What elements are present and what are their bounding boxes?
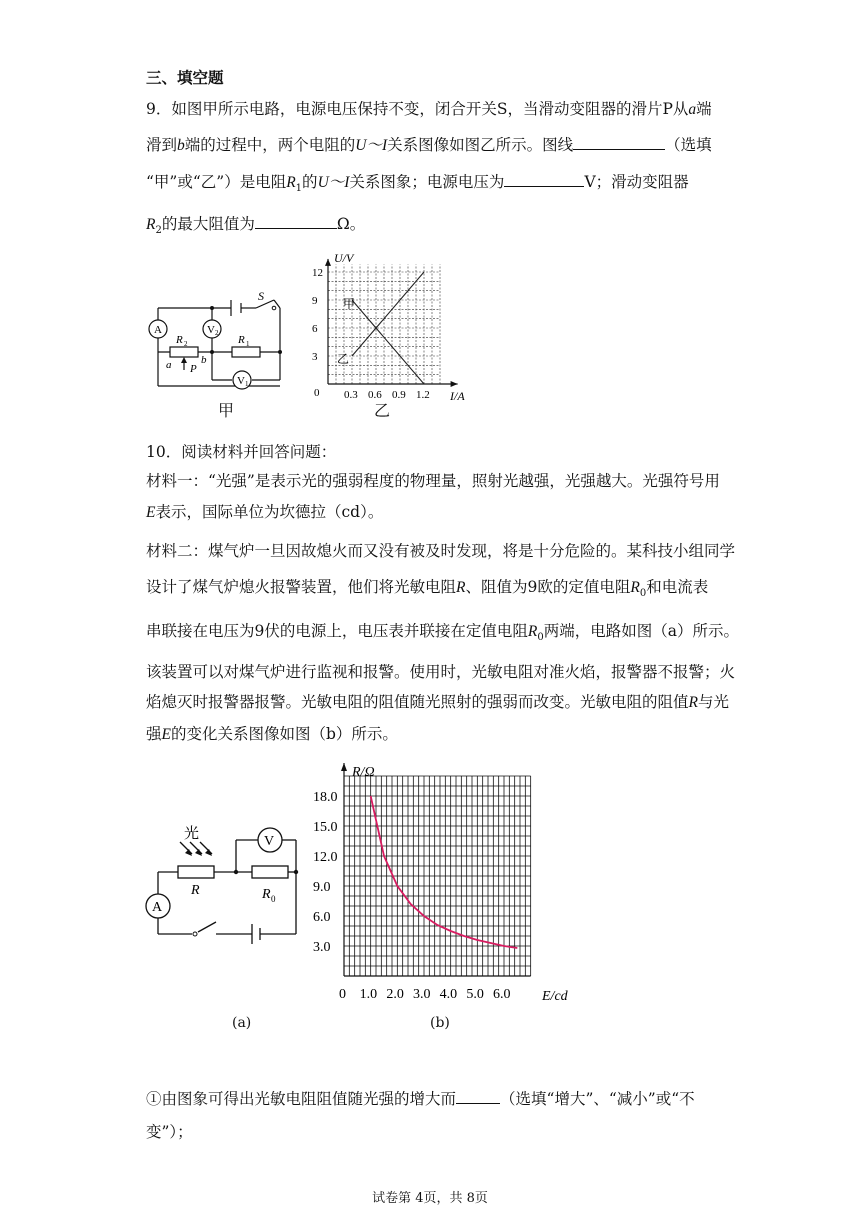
x-tick-label: 5.0: [466, 987, 484, 1002]
slider-p-label: P: [190, 363, 197, 375]
y-tick-label: 3.0: [313, 940, 331, 955]
y-axis-arrow: [341, 763, 347, 771]
y-tick-label: 18.0: [313, 790, 338, 805]
svg-text:2: 2: [184, 340, 188, 348]
voltmeter-v1-label: V: [237, 375, 245, 387]
q9-line-1: 9．如图甲所示电路，电源电压保持不变，闭合开关S，当滑动变阻器的滑片P从a端: [146, 100, 712, 118]
chart-yi-xlabel: I/A: [450, 389, 465, 403]
y-tick-label: 9.0: [313, 880, 331, 895]
series-line: [352, 300, 424, 384]
q10-sub1-line-2: 变”）；: [146, 1123, 193, 1141]
y-tick-label: 6.0: [313, 910, 331, 925]
y-tick-label: 6: [312, 323, 318, 335]
caption-b: (b): [430, 1015, 450, 1031]
caption-jia: 甲: [218, 401, 235, 420]
r0-label: R: [262, 887, 271, 902]
q10-line-5: 设计了煤气炉熄火报警装置，他们将光敏电阻R、阻值为9欧的定值电阻$R_0$和电流表: [146, 578, 709, 600]
q9-line-2: 滑到b端的过程中，两个电阻的U～I关系图像如图乙所示。图线 （选填: [146, 136, 712, 154]
svg-text:1: 1: [245, 380, 249, 388]
photoresistor-label: R: [191, 883, 200, 898]
y-tick-label: 3: [312, 351, 318, 363]
chart-b: [300, 760, 600, 1010]
ammeter-label: A: [154, 324, 162, 336]
svg-text:1: 1: [246, 340, 250, 348]
q10-line-4: 材料二：煤气炉一旦因故熄火而又没有被及时发现，将是十分危险的。某科技小组同学: [146, 542, 736, 560]
chart-yi: [300, 250, 470, 422]
svg-text:2: 2: [215, 329, 219, 337]
x-tick-label: 0.6: [368, 389, 382, 401]
q10-line-2: 材料一：“光强”是表示光的强弱程度的物理量，照射光越强，光强越大。光强符号用: [146, 472, 720, 490]
q10-line-3: E表示，国际单位为坎德拉（cd）。: [146, 503, 384, 521]
chart-yi-ylabel: U/V: [334, 251, 354, 265]
answer-blank-1[interactable]: [573, 148, 665, 150]
q10-sub1-line-1: ①由图象可得出光敏电阻阻值随光强的增大而 （选填“增大”、“减小”或“不: [146, 1090, 695, 1108]
page-footer: 试卷第 4页，共 8页: [372, 1191, 488, 1206]
answer-blank-4[interactable]: [456, 1102, 500, 1104]
series-line: [352, 272, 424, 356]
x-axis-arrow: [451, 381, 458, 387]
ammeter-a-label: A: [152, 900, 163, 915]
x-tick-label: 0.9: [392, 389, 406, 401]
chart-b-ylabel: R/Ω: [352, 765, 375, 780]
light-label: 光: [184, 826, 200, 842]
terminal-a-label: a: [166, 359, 172, 371]
x-tick-label: 1.0: [359, 987, 378, 1002]
y-tick-label: 12: [312, 267, 323, 279]
caption-yi: 乙: [374, 401, 391, 420]
x-tick-label: 0.3: [344, 389, 358, 401]
y-axis-arrow: [325, 259, 331, 266]
x-tick-label: 1.2: [416, 389, 430, 401]
chart-yi-label-jia: 甲: [343, 297, 356, 311]
q10-line-7: 该装置可以对煤气炉进行监视和报警。使用时，光敏电阻对准火焰，报警器不报警；火: [146, 663, 736, 681]
terminal-b-label: b: [201, 354, 207, 366]
voltmeter-label: V: [264, 834, 275, 849]
r-vs-e-curve: [371, 796, 518, 948]
y-tick-label: 12.0: [313, 850, 338, 865]
q10-line-6: 串联接在电压为9伏的电源上，电压表并联接在定值电阻$R_0$两端，电路如图（a）所示。: [146, 622, 739, 644]
q10-line-1: 10．阅读材料并回答问题：: [146, 443, 337, 461]
svg-text:0: 0: [271, 894, 276, 904]
chart-yi-origin: 0: [314, 387, 320, 399]
circuit-a: [140, 818, 310, 948]
r2-label: R: [176, 334, 183, 346]
answer-blank-3[interactable]: [255, 227, 337, 229]
q9-line-4: $R_2$的最大阻值为 Ω。: [146, 215, 366, 237]
section-title: 三、填空题: [146, 68, 224, 87]
x-tick-label: 4.0: [439, 987, 458, 1002]
q10-line-9: 强E的变化关系图像如图（b）所示。: [146, 725, 398, 743]
y-tick-label: 9: [312, 295, 318, 307]
voltmeter-v2-label: V: [207, 324, 215, 336]
x-tick-label: 0: [339, 987, 346, 1002]
y-tick-label: 15.0: [313, 820, 338, 835]
chart-yi-label-yi: 乙: [337, 352, 350, 366]
caption-a: (a): [232, 1015, 252, 1031]
chart-b-xlabel: E/cd: [542, 989, 568, 1004]
x-tick-label: 6.0: [493, 987, 511, 1002]
q9-line-3: “甲”或“乙”）是电阻$R_1$的U～I关系图象；电源电压为 V；滑动变阻器: [146, 173, 689, 195]
x-tick-label: 2.0: [386, 987, 404, 1002]
r1-label: R: [238, 334, 245, 346]
q10-line-8: 焰熄灭时报警器报警。光敏电阻的阻值随光照射的强弱而改变。光敏电阻的阻值R与光: [146, 693, 729, 711]
answer-blank-2[interactable]: [504, 185, 584, 187]
switch-label: S: [258, 290, 264, 303]
x-tick-label: 3.0: [413, 987, 431, 1002]
